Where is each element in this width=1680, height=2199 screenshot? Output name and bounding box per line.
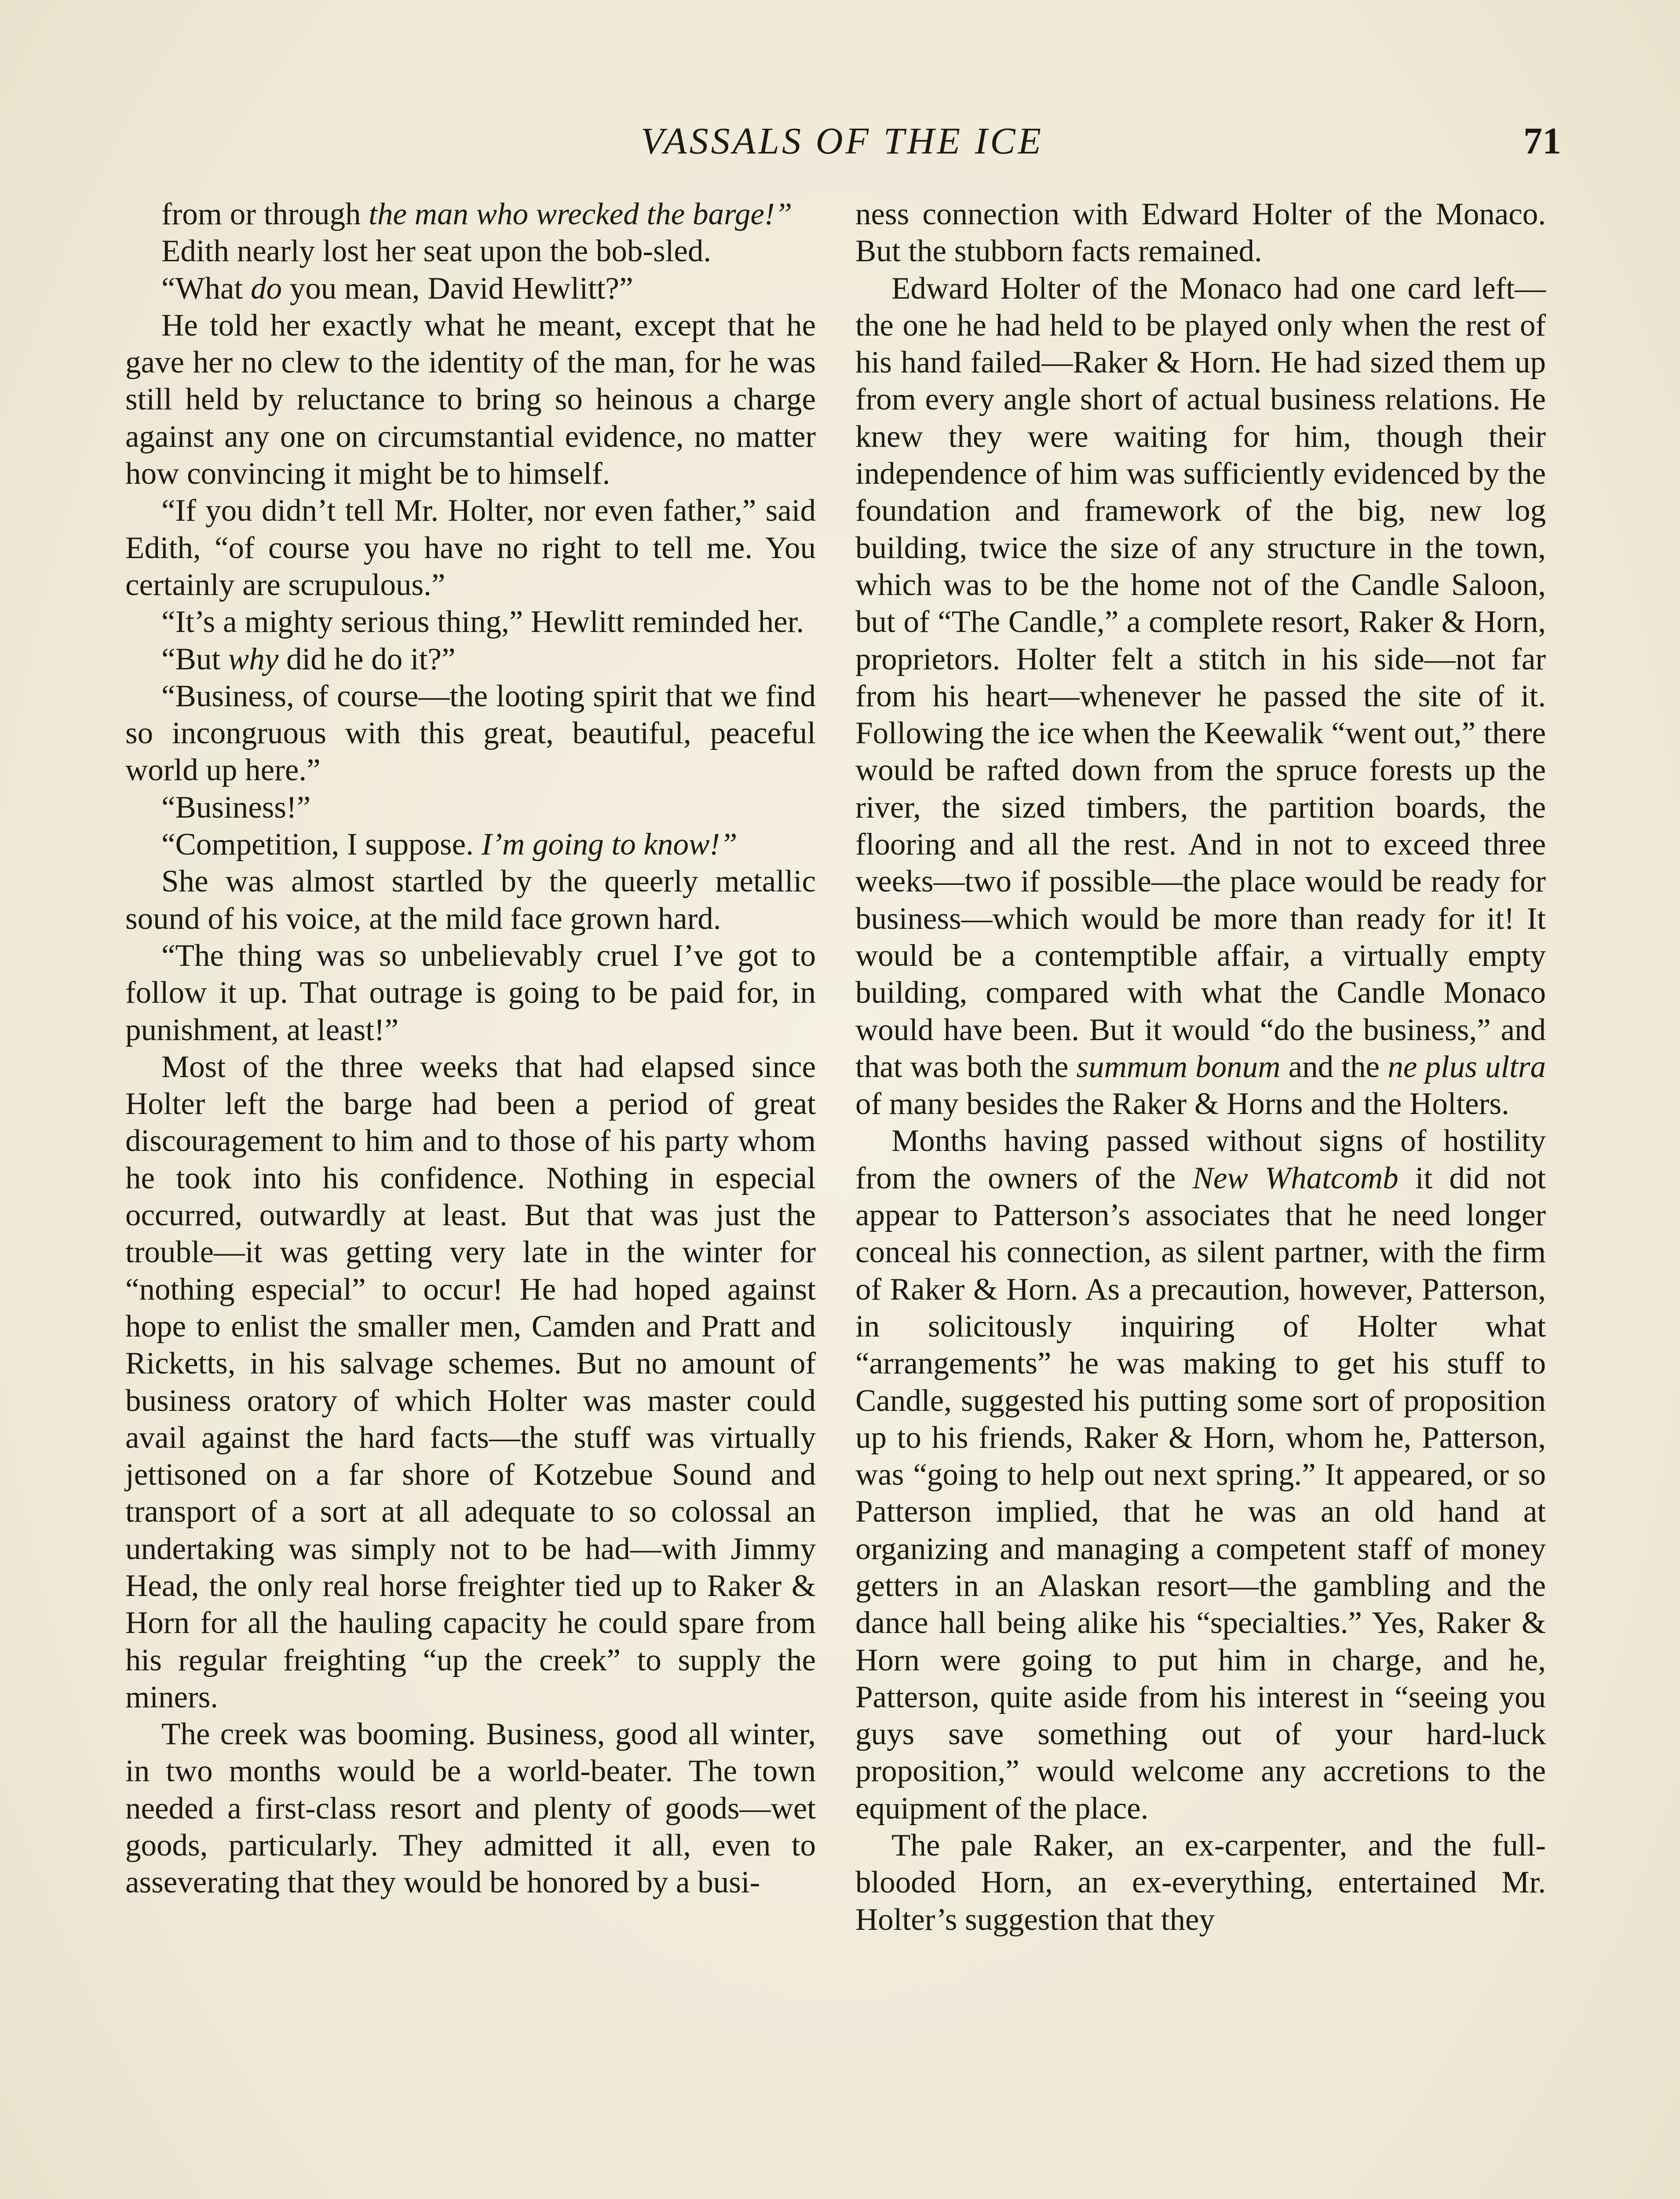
paragraph [125, 196, 816, 233]
paragraph [125, 1716, 816, 1901]
paragraph [125, 233, 816, 270]
italic-text-run: ne plus ultra [1388, 1049, 1546, 1084]
text-run: He told her exactly what he meant, except that he gave her no clew to the identity of the man, for he was still held by reluctance to bring so heinous a charge against any one on circumstantial evidence, no matter how convincing it might be to himself. [125, 308, 816, 491]
paragraph [125, 863, 816, 937]
text-run: The creek was booming. Business, good all winter, in two months would be a world-beater. The town needed a first-class resort and plenty of goods—wet goods, particularly. They admitted it all, even to asseverating that they would be honored by a busi- [125, 1717, 816, 1900]
italic-text-run: the man who wrecked the barge!” [369, 197, 793, 231]
paragraph [125, 492, 816, 603]
paragraph [125, 603, 816, 640]
text-run: Months having passed without signs of hostility from the owners of the [855, 1124, 1546, 1195]
text-run: Most of the three weeks that had elapsed since Holter left the barge had been a period of great discouragement to him and to those of his party whom he took into his confidence. Nothing in especial occurred, outwardly at least. But that was just the trouble—it was getting very late in the winter for “nothing especial” to occur! He had hoped against hope to enlist the smaller men, Camden and Pratt and Ricketts, in his salvage schemes. But no amount of business oratory of which Holter was master could avail against the hard facts—the stuff was virtually jettisoned on a far shore of Kotzebue Sound and transport of a sort at all adequate to so colossal an undertaking was simply not to be had—with Jimmy Head, the only real horse freighter tied up to Raker & Horn for all the hauling capacity he could spare from his regular freighting “up the creek” to supply the miners. [125, 1049, 816, 1714]
paragraph [125, 641, 816, 678]
text-run: you mean, David Hewlitt?” [282, 271, 633, 306]
text-run: of many besides the Raker & Horns and the Holters. [855, 1087, 1509, 1121]
text-run: “If you didn’t tell Mr. Holter, nor even father,” said Edith, “of course you have no right to tell me. You certainly are scrupulous.” [125, 493, 816, 602]
text-run: Edward Holter of the Monaco had one card left—the one he had held to be played only when the rest of his hand failed—Raker & Horn. He had sized them up from every angle short of actual business relations. He knew they were waiting for him, though their independence of him was sufficiently evidenced by the foundation and framework of the big, new log building, twice the size of any structure in the town, which was to be the home not of the Candle Saloon, but of “The Candle,” a complete resort, Raker & Horn, proprietors. Holter felt a stitch in his side—not far from his heart—whenever he passed the site of it. Following the ice when the Keewalik “went out,” there would be rafted down from the spruce forests up the river, the sized timbers, the partition boards, the flooring and all the rest. And in not to exceed three weeks—two if possible—the place would be ready for business—which would be more than ready for it! It would be a contemptible affair, a virtually empty building, compared with what the Candle Monaco would have been. But it would “do the business,” and that was both the [855, 271, 1546, 1084]
text-run: ness connection with Edward Holter of the Monaco. But the stubborn facts remained. [855, 197, 1546, 269]
italic-text-run: why [228, 642, 279, 676]
text-run: The pale Raker, an ex-carpenter, and the full-blooded Horn, an ex-everything, entertained Mr. Holter’s suggestion that they [855, 1828, 1546, 1937]
text-run: it did not appear to Patterson’s associates that he need longer conceal his connection, as silent partner, with the firm of Raker & Horn. As a precaution, however, Patterson, in solicitously inquiring of Holter what “arrangements” he was making to get his stuff to Candle, suggested his putting some sort of proposition up to his friends, Raker & Horn, whom he, Patterson, was “going to help out next spring.” It appeared, or so Patterson implied, that he was an old hand at organizing and managing a competent staff of money getters in an Alaskan resort—the gambling and the dance hall being alike his “specialties.” Yes, Raker & Horn were going to put him in charge, and he, Patterson, quite aside from his interest in “seeing you guys save something out of your hard-luck proposition,” would welcome any accretions to the equipment of the place. [855, 1161, 1546, 1826]
paragraph [125, 678, 816, 789]
text-run: “Business, of course—the looting spirit that we find so incongruous with this great, beautiful, peaceful world up here.” [125, 679, 816, 788]
italic-text-run: New Whatcomb [1192, 1161, 1399, 1195]
text-run: and the [1280, 1049, 1388, 1084]
text-run: “But [161, 642, 228, 676]
text-run: “The thing was so unbelievably cruel I’ve got to follow it up. That outrage is going to be paid for, in punishment, at least!” [125, 938, 816, 1047]
paragraph [125, 270, 816, 307]
text-run: did he do it?” [278, 642, 456, 676]
paragraph [855, 1122, 1546, 1827]
paragraph [125, 789, 816, 826]
left-text-column [125, 196, 816, 1901]
paragraph [125, 937, 816, 1048]
italic-text-run: summum bonum [1076, 1049, 1281, 1084]
running-title: VASSALS OF THE ICE [640, 120, 1044, 162]
text-run: from or through [161, 197, 369, 231]
text-run: “It’s a mighty serious thing,” Hewlitt reminded her. [161, 605, 804, 639]
paragraph [125, 826, 816, 863]
text-run: “Competition, I suppose. [161, 827, 482, 862]
paragraph [855, 196, 1546, 270]
text-run: “What [161, 271, 251, 306]
paragraph [855, 270, 1546, 1123]
right-text-column [855, 196, 1546, 1938]
text-run: Edith nearly lost her seat upon the bob-sled. [161, 234, 712, 269]
italic-text-run: do [251, 271, 282, 306]
text-run: She was almost startled by the queerly metallic sound of his voice, at the mild face grown hard. [125, 864, 816, 936]
paragraph [855, 1827, 1546, 1938]
paragraph [125, 1048, 816, 1716]
text-run: “Business!” [161, 790, 311, 825]
paragraph [125, 307, 816, 492]
page-number: 71 [1523, 120, 1561, 162]
italic-text-run: I’m going to know!” [481, 827, 738, 862]
page-header [123, 117, 1561, 165]
